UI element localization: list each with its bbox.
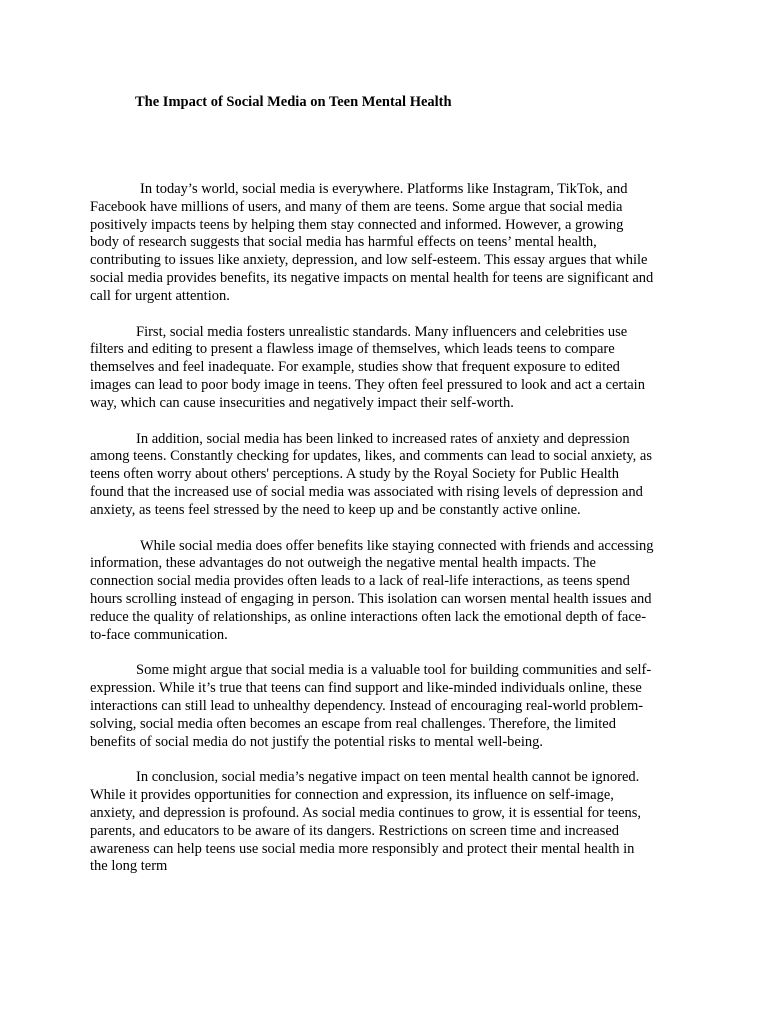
paragraph-line: In conclusion, social media’s negative impact on teen mental health cannot be ignored. — [136, 769, 640, 786]
paragraph-line: call for urgent attention. — [90, 287, 230, 304]
paragraph-line: Facebook have millions of users, and many of them are teens. Some argue that social media — [90, 198, 623, 215]
paragraph-line: reduce the quality of relationships, as online interactions often lack the emotional depth of face- — [90, 608, 647, 625]
paragraph-line: among teens. Constantly checking for updates, likes, and comments can lead to social anxiety, as — [90, 448, 652, 465]
document-title: The Impact of Social Media on Teen Mental Health — [135, 94, 452, 110]
paragraph-line: the long term — [90, 858, 168, 875]
paragraph-line: positively impacts teens by helping them stay connected and informed. However, a growing — [90, 216, 624, 233]
paragraph-line: Some might argue that social media is a valuable tool for building communities and self- — [136, 662, 652, 679]
paragraph-line: contributing to issues like anxiety, depression, and low self-esteem. This essay argues that while — [90, 252, 648, 269]
body-paragraph — [90, 769, 680, 876]
paragraph-line: benefits of social media do not justify the potential risks to mental well-being. — [90, 733, 544, 750]
paragraph-line: body of research suggests that social media has harmful effects on teens’ mental health, — [90, 234, 597, 251]
paragraph-line: themselves and feel inadequate. For example, studies show that frequent exposure to edited — [90, 359, 620, 376]
paragraph-line: interactions can still lead to unhealthy dependency. Instead of encouraging real-world problem- — [90, 697, 644, 714]
paragraph-line: hours scrolling instead of engaging in person. This isolation can worsen mental health issues and — [90, 590, 652, 607]
paragraph-line: to-face communication. — [90, 626, 228, 643]
paragraph-line: solving, social media often becomes an escape from real challenges. Therefore, the limited — [90, 715, 616, 732]
body-paragraph — [90, 662, 680, 751]
body-paragraph — [90, 324, 680, 413]
paragraph-line: While social media does offer benefits like staying connected with friends and accessing — [140, 537, 654, 554]
paragraph-line: way, which can cause insecurities and negatively impact their self-worth. — [90, 394, 514, 411]
paragraph-line: anxiety, as teens feel stressed by the need to keep up and be constantly active online. — [90, 501, 581, 518]
paragraph-line: teens often worry about others' perceptions. A study by the Royal Society for Public Health — [90, 466, 619, 483]
paragraph-line: expression. While it’s true that teens can find support and like-minded individuals online, these — [90, 680, 642, 697]
paragraph-line: connection social media provides often leads to a lack of real-life interactions, as teens spend — [90, 573, 630, 590]
paragraph-line: social media provides benefits, its negative impacts on mental health for teens are significant and — [90, 269, 654, 286]
paragraph-line: While it provides opportunities for connection and expression, its influence on self-image, — [90, 787, 614, 804]
paragraph-line: parents, and educators to be aware of its dangers. Restrictions on screen time and increased — [90, 822, 620, 839]
body-paragraph — [90, 538, 680, 645]
paragraph-line: awareness can help teens use social media more responsibly and protect their mental health in — [90, 840, 635, 857]
paragraph-line: anxiety, and depression is profound. As social media continues to grow, it is essential for teens, — [90, 804, 642, 821]
paragraph-line: filters and editing to present a flawless image of themselves, which leads teens to compare — [90, 341, 615, 358]
paragraph-line: images can lead to poor body image in teens. They often feel pressured to look and act a certain — [90, 376, 645, 393]
document-body — [90, 181, 680, 894]
paragraph-line: information, these advantages do not outweigh the negative mental health impacts. The — [90, 555, 596, 572]
body-paragraph — [90, 431, 680, 520]
paragraph-line: First, social media fosters unrealistic standards. Many influencers and celebrities use — [136, 323, 628, 340]
paragraph-line: In addition, social media has been linked to increased rates of anxiety and depression — [136, 430, 630, 447]
body-paragraph — [90, 181, 680, 306]
paragraph-line: found that the increased use of social media was associated with rising levels of depression and — [90, 483, 643, 500]
paragraph-line: In today’s world, social media is everywhere. Platforms like Instagram, TikTok, and — [140, 181, 628, 197]
